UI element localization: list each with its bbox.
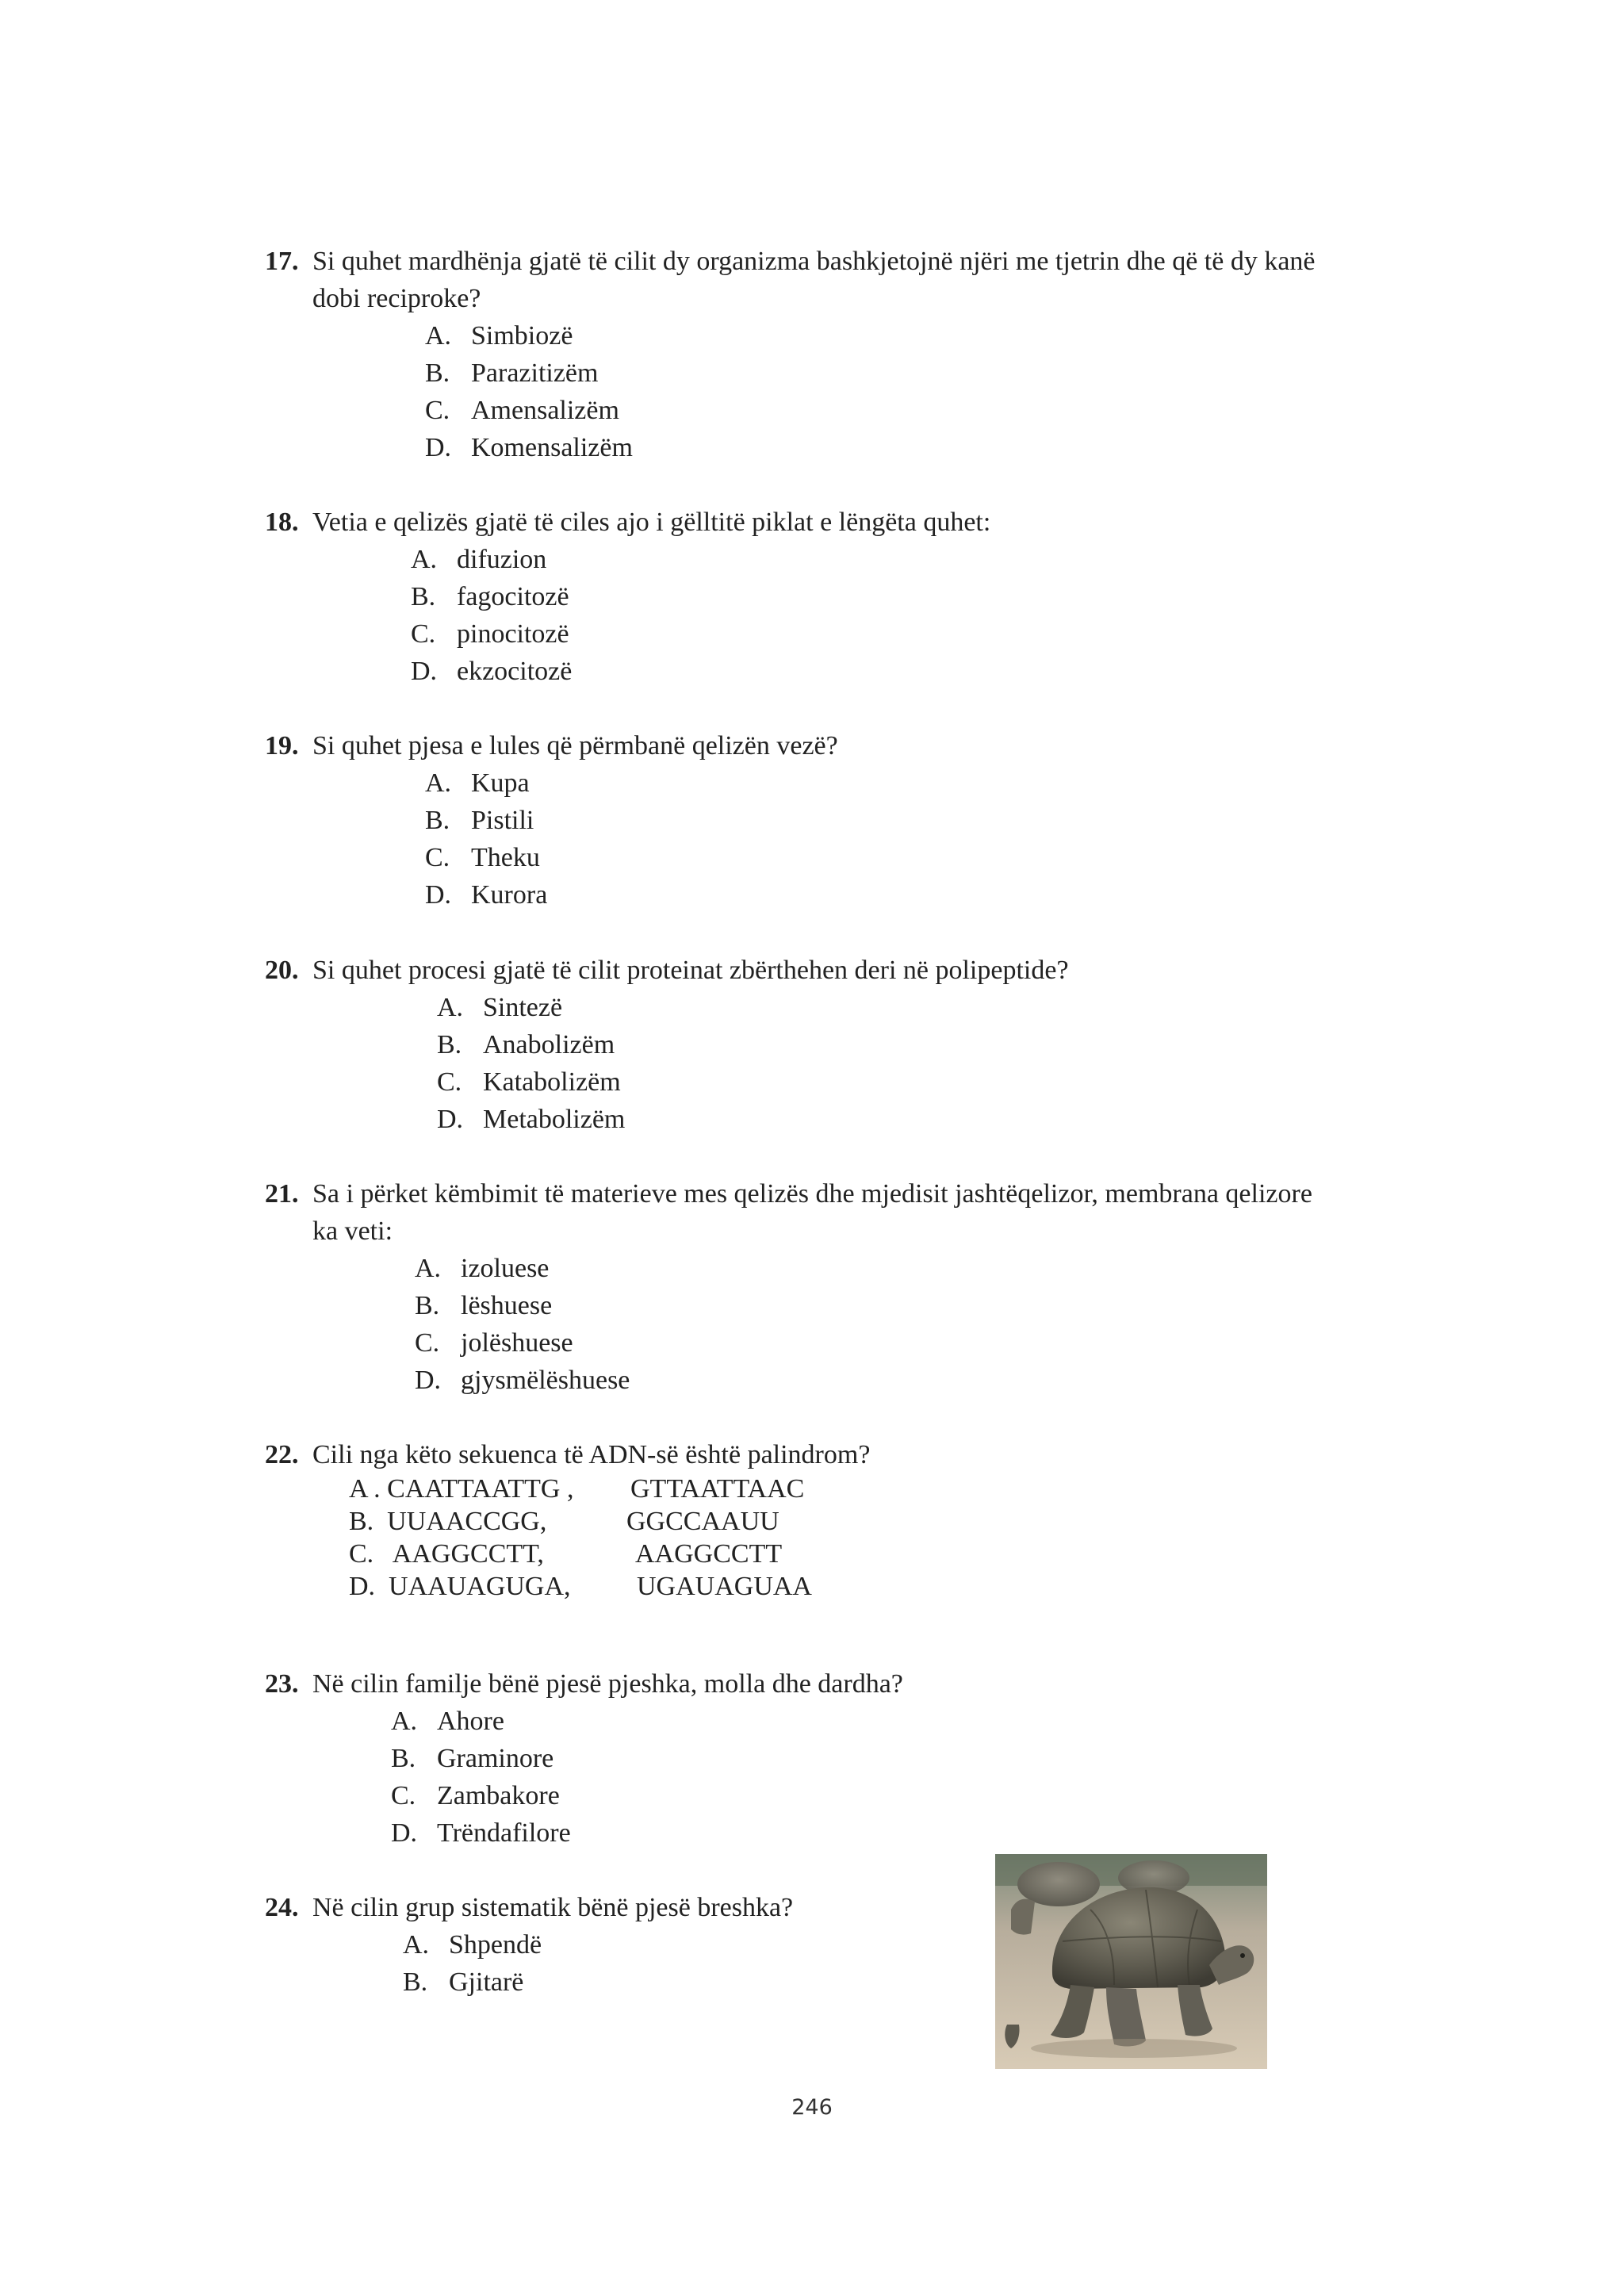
option-24-b: B. Gjitarë bbox=[403, 1967, 524, 1997]
option-24-a: A. Shpendë bbox=[403, 1930, 542, 1960]
question-text: Si quhet mardhënja gjatë të cilit dy organizma bashkjetojnë njëri me tjetrin dhe që të dy kanë bbox=[312, 247, 1316, 276]
question-number: 17. bbox=[265, 247, 299, 276]
sequence-22-b-left: B. UUAACCGG, bbox=[349, 1507, 547, 1536]
option-21-c: C. jolëshuese bbox=[415, 1328, 573, 1358]
question-20 bbox=[265, 952, 1454, 990]
question-17 bbox=[265, 243, 1454, 281]
option-20-d: D. Metabolizëm bbox=[437, 1105, 626, 1134]
question-18 bbox=[265, 504, 1454, 542]
option-18-b: B. fagocitozë bbox=[411, 582, 569, 611]
option-19-a: A. Kupa bbox=[425, 768, 530, 798]
option-20-b: B. Anabolizëm bbox=[437, 1030, 615, 1059]
option-23-b: B. Graminore bbox=[391, 1744, 554, 1773]
question-number: 18. bbox=[265, 508, 299, 537]
question-number: 20. bbox=[265, 956, 299, 985]
option-21-a: A. izoluese bbox=[415, 1254, 550, 1283]
sequence-22-c-right: AAGGCCTT bbox=[635, 1539, 783, 1569]
option-23-d: D. Trëndafilore bbox=[391, 1818, 571, 1848]
option-18-c: C. pinocitozë bbox=[411, 619, 569, 649]
tortoise-photo-icon bbox=[995, 1854, 1267, 2069]
question-17-line2: dobi reciproke? bbox=[312, 284, 481, 313]
sequence-22-a-left: A . CAATTAATTG , bbox=[349, 1474, 574, 1504]
sequence-22-a-right: GTTAATTAAC bbox=[630, 1474, 805, 1504]
sequence-22-c-left: C. AAGGCCTT, bbox=[349, 1539, 544, 1569]
option-23-c: C. Zambakore bbox=[391, 1781, 560, 1810]
option-20-a: A. Sintezë bbox=[437, 993, 563, 1022]
option-19-b: B. Pistili bbox=[425, 806, 534, 835]
question-19 bbox=[265, 727, 1454, 765]
option-20-c: C. Katabolizëm bbox=[437, 1067, 621, 1097]
option-21-d: D. gjysmëlëshuese bbox=[415, 1366, 630, 1395]
question-22 bbox=[265, 1436, 1454, 1474]
question-21 bbox=[265, 1175, 1454, 1213]
option-17-a: A. Simbiozë bbox=[425, 321, 573, 351]
option-18-a: A. difuzion bbox=[411, 545, 547, 574]
question-number: 22. bbox=[265, 1440, 299, 1469]
option-23-a: A. Ahore bbox=[391, 1707, 504, 1736]
option-18-d: D. ekzocitozë bbox=[411, 657, 573, 686]
question-number: 21. bbox=[265, 1179, 299, 1209]
option-19-c: C. Theku bbox=[425, 843, 540, 872]
sequence-22-d-left: D. UAAUAGUGA, bbox=[349, 1572, 571, 1601]
option-17-c: C. Amensalizëm bbox=[425, 396, 619, 425]
question-21-line2: ka veti: bbox=[312, 1216, 393, 1246]
question-23 bbox=[265, 1665, 1454, 1703]
question-24 bbox=[265, 1889, 963, 1927]
option-21-b: B. lëshuese bbox=[415, 1291, 553, 1320]
page-number: 246 bbox=[791, 2095, 833, 2120]
option-17-b: B. Parazitizëm bbox=[425, 358, 599, 388]
sequence-22-d-right: UGAUAGUAA bbox=[637, 1572, 812, 1601]
question-text: Si quhet pjesa e lules që përmbanë qelizën vezë? bbox=[312, 731, 838, 760]
question-text: Vetia e qelizës gjatë të ciles ajo i gëlltitë piklat e lëngëta quhet: bbox=[312, 508, 991, 537]
question-number: 23. bbox=[265, 1669, 299, 1699]
question-number: 19. bbox=[265, 731, 299, 760]
option-19-d: D. Kurora bbox=[425, 880, 548, 910]
question-text: Në cilin grup sistematik bënë pjesë breshka? bbox=[312, 1893, 794, 1922]
question-text: Cili nga këto sekuenca të ADN-së është palindrom? bbox=[312, 1440, 871, 1469]
sequence-22-b-right: GGCCAAUU bbox=[626, 1507, 779, 1536]
question-text: Si quhet procesi gjatë të cilit proteinat zbërthehen deri në polipeptide? bbox=[312, 956, 1069, 985]
question-text: Sa i përket këmbimit të materieve mes qelizës dhe mjedisit jashtëqelizor, membrana qelizore bbox=[312, 1179, 1312, 1209]
question-text: Në cilin familje bënë pjesë pjeshka, molla dhe dardha? bbox=[312, 1669, 903, 1699]
question-number: 24. bbox=[265, 1893, 299, 1922]
option-17-d: D. Komensalizëm bbox=[425, 433, 633, 462]
